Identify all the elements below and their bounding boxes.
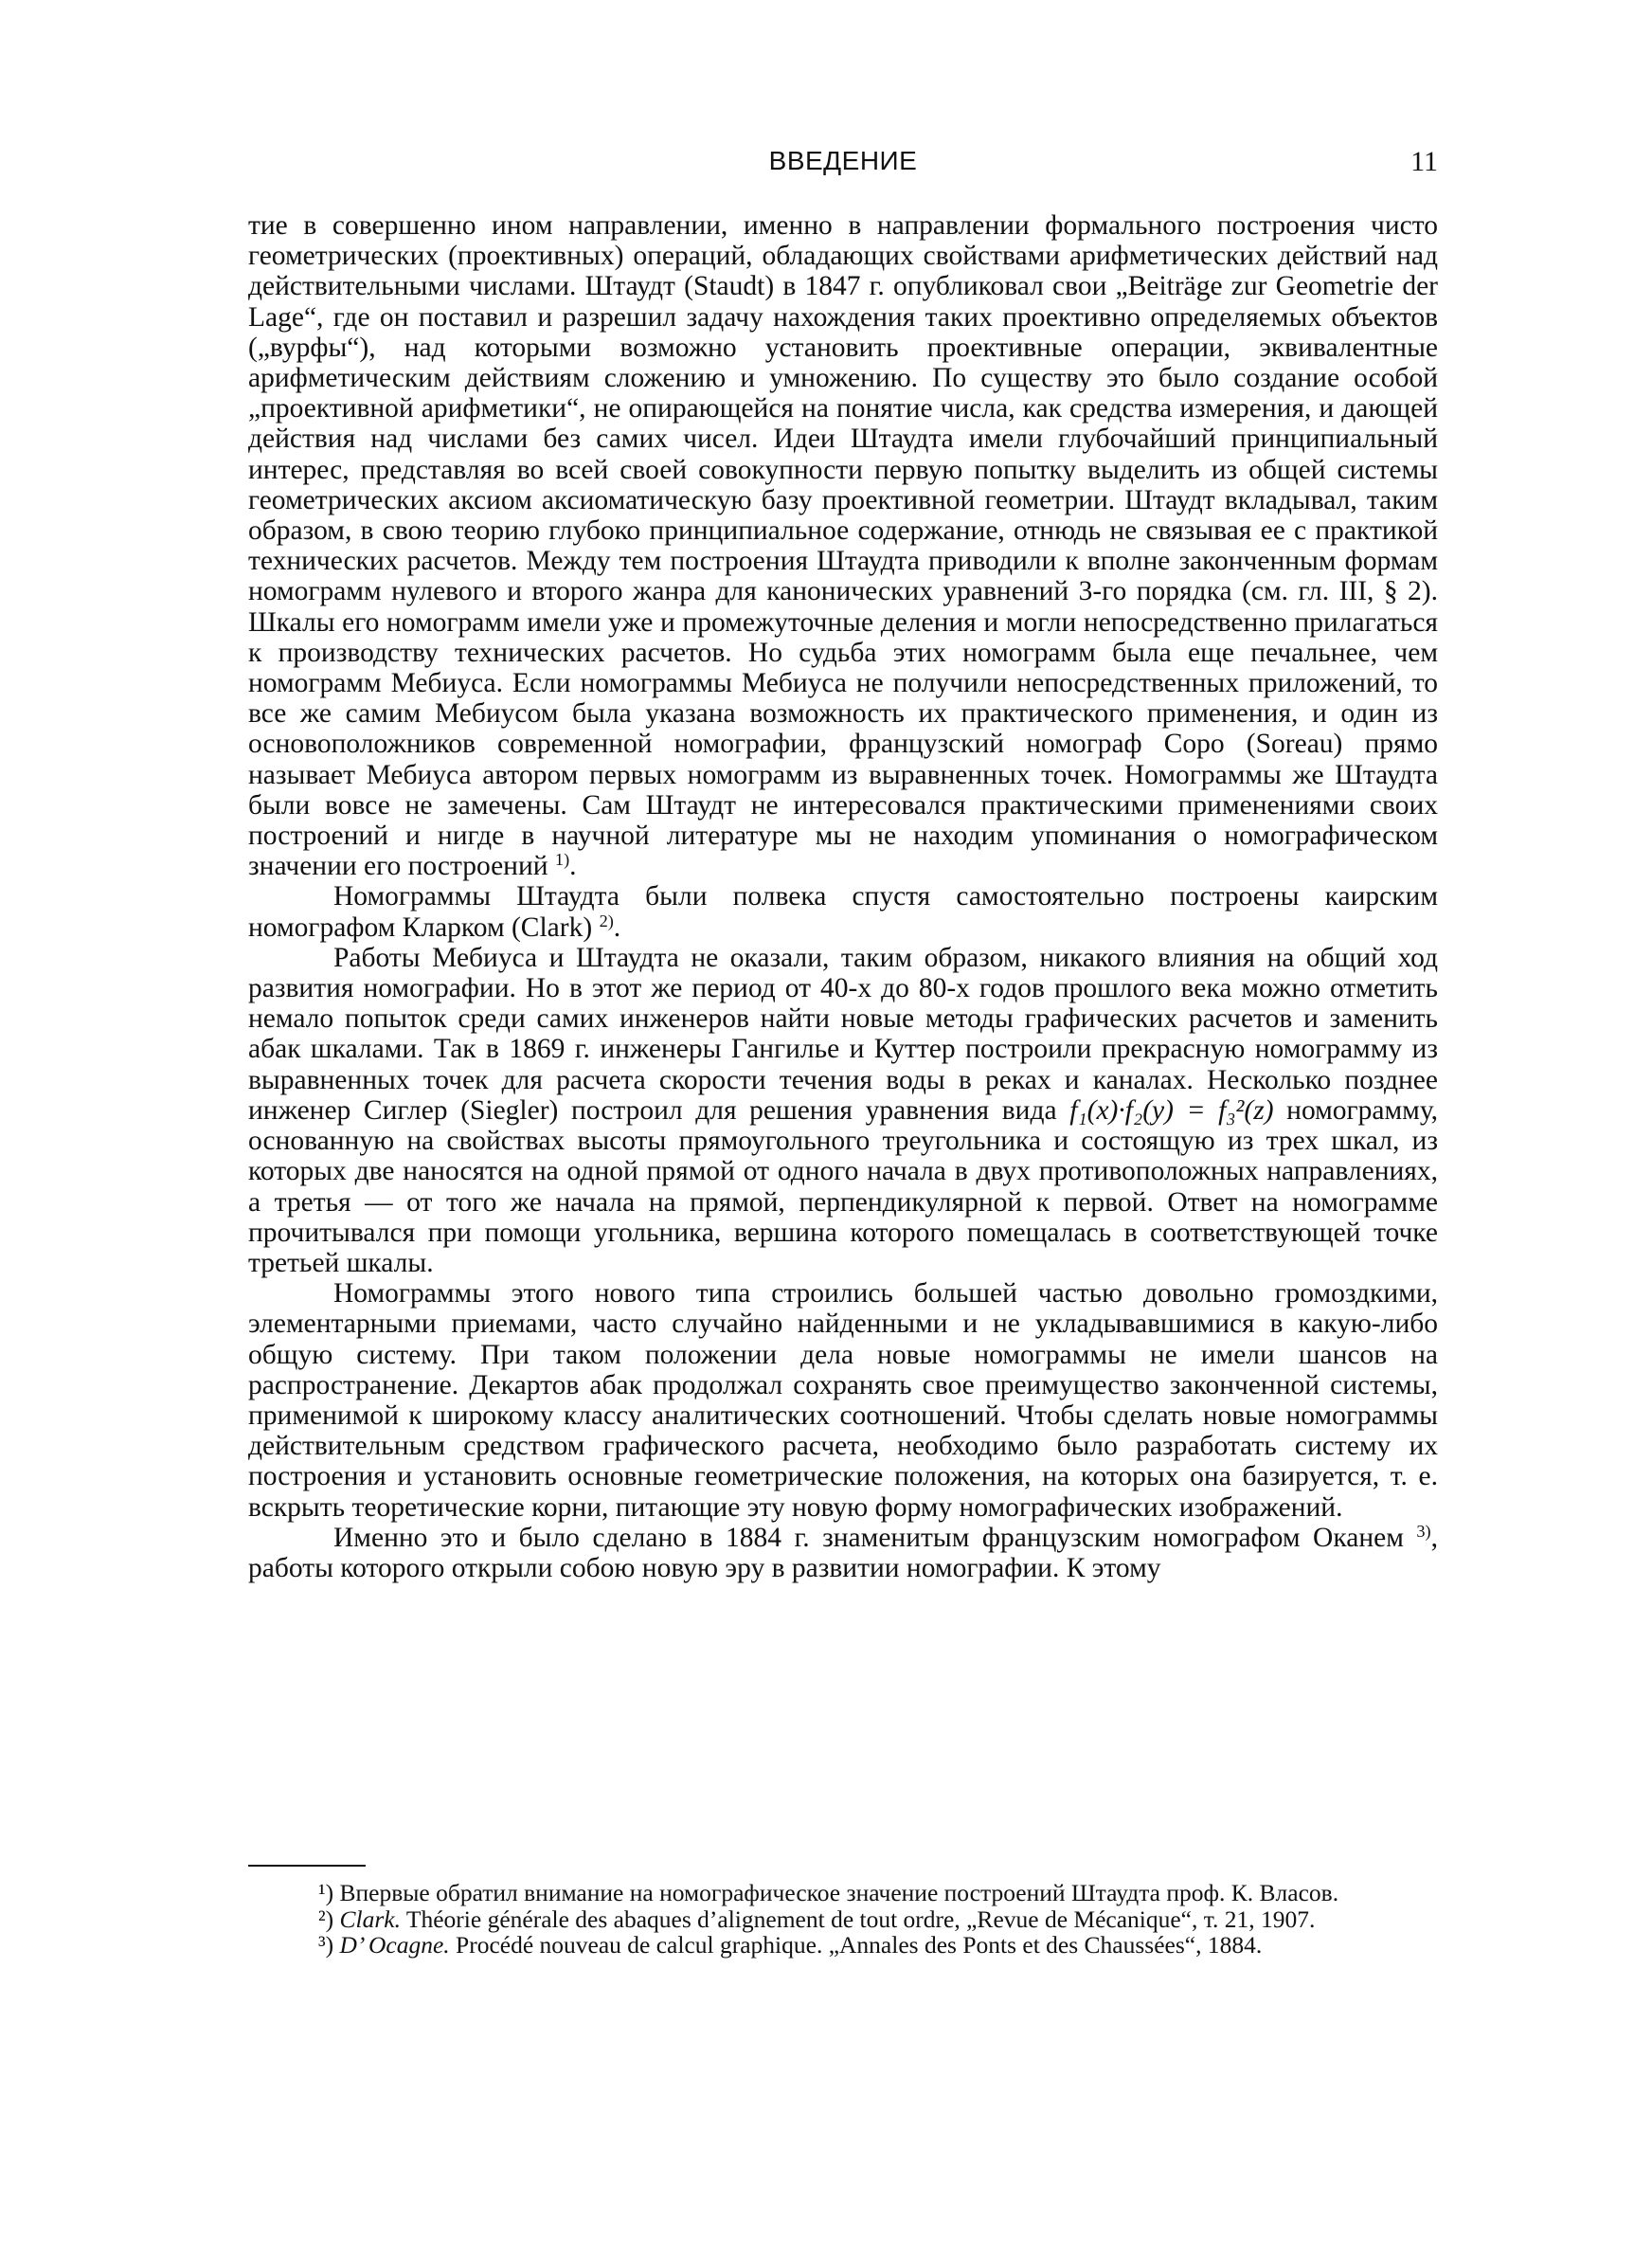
footnote-3	[248, 1932, 1438, 1959]
paragraph-4	[248, 1278, 1438, 1523]
paragraph-2	[248, 881, 1438, 942]
paragraph-1-end: .	[569, 851, 577, 882]
paragraph-3-text-b: номограмму, основанную на свойствах высоты прямоугольного треугольника и состоящую из трех шкал, из которых две наносятся на одной прямой от одного начала в двух противоположных направлениях, а третья — от того же начала на прямой, перпендикулярной к первой. Ответ на номограмме прочитывался при помощи угольника, вершина которого помещалась в соответствующей точке третьей шкалы.	[248, 1094, 1439, 1278]
paragraph-3-text-a: Работы Мебиуса и Штаудта не оказали, таким образом, никакого влияния на общий ход развития номографии. Но в этот же период от 40-х до 80-х годов прошлого века можно отметить немало попыток среди самих инженеров найти новые методы графических расчетов и заменить абак шкалами. Так в 1869 г. инженеры Гангилье и Куттер построили прекрасную номограмму из выравненных точек для расчета скорости течения воды в реках и каналах. Несколько позднее инженер Сиглер (Siegler) построил для решения уравнения вида	[248, 942, 1438, 1126]
footnote-text: Procédé nouveau de calcul graphique. „Annales des Ponts et des Chaussées“, 1884.	[456, 1931, 1263, 1959]
paragraph-2-text: Номограммы Штаудта были полвека спустя самостоятельно построены каирским номографом Кларком (Clark)	[248, 881, 1438, 943]
body-text	[248, 210, 1438, 1583]
paragraph-4-text: Номограммы этого нового типа строились большей частью довольно громоздкими, элементарными приемами, часто случайно найденными и не укладывавшимися в какую-либо общую систему. При таком положении дела новые номограммы не имели шансов на распространение. Декартов абак продолжал сохранять свое преимущество законченной системы, применимой к широкому классу аналитических соотношений. Чтобы сделать новые номограммы действительным средством графического расчета, необходимо было разработать систему их построения и установить основные геометрические положения, на которых она базируется, т. е. вскрыть теоретические корни, питающие эту новую форму номографических изображений.	[248, 1278, 1438, 1523]
paragraph-3	[248, 943, 1438, 1278]
footnote-ref-1: 1)	[554, 850, 570, 870]
running-head	[248, 140, 1438, 184]
footnote-author: Clark.	[339, 1905, 401, 1933]
footnote-2	[248, 1906, 1438, 1933]
footnote-ref-2: 2)	[599, 911, 614, 930]
paragraph-5-text-b: , работы которого открыли собою новую эру в развитии номографии. К этому	[248, 1522, 1438, 1583]
footnote-marker: ³)	[318, 1931, 334, 1959]
formula: f₁(x)·f₂(y) = f₃²(z)	[1069, 1094, 1274, 1126]
footnote-marker: ²)	[318, 1905, 334, 1933]
paragraph-2-end: .	[613, 912, 621, 943]
paragraph-1	[248, 210, 1438, 881]
running-title: ВВЕДЕНИЕ	[768, 146, 918, 175]
footnotes	[248, 1880, 1438, 1959]
paragraph-5	[248, 1523, 1438, 1583]
footnote-ref-3: 3)	[1416, 1521, 1431, 1541]
footnote-divider	[248, 1865, 366, 1867]
page-number: 11	[1410, 146, 1438, 177]
paragraph-5-text-a: Именно это и было сделано в 1884 г. знаменитым французским номографом Оканем	[333, 1522, 1404, 1553]
footnote-text: Впервые обратил внимание на номографическое значение построений Штаудта проф. К. Власов.	[339, 1879, 1339, 1906]
footnote-1	[248, 1880, 1438, 1906]
footnote-marker: ¹)	[318, 1879, 334, 1906]
paragraph-1-text: тие в совершенно ином направлении, именно в направлении формального построения чисто геометрических (проективных) операций, обладающих свойствами арифметических действий над действительными числами. Штаудт (Staudt) в 1847 г. опубликовал свои „Beiträge zur Geometrie der Lage“, где он поставил и разрешил задачу нахождения таких проективно определяемых объектов („вурфы“), над которыми возможно установить проективные операции, эквивалентные арифметическим действиям сложению и умножению. По существу это было создание особой „проективной арифметики“, не опирающейся на понятие числа, как средства измерения, и дающей действия над числами без самих чисел. Идеи Штаудта имели глубочайший принципиальный интерес, представляя во всей своей совокупности первую попытку выделить из общей системы геометрических аксиом аксиоматическую базу проективной геометрии. Штаудт вкладывал, таким образом, в свою теорию глубоко принципиальное содержание, отнюдь не связывая ее с практикой технических расчетов. Между тем построения Штаудта приводили к вполне законченным формам номограмм нулевого и второго жанра для канонических уравнений 3-го порядка (см. гл. III, § 2). Шкалы его номограмм имели уже и промежуточные деления и могли непосредственно прилагаться к производству технических расчетов. Но судьба этих номограмм была еще печальнее, чем номограмм Мебиуса. Если номограммы Мебиуса не получили непосредственных приложений, то все же самим Мебиусом была указана возможность их практического применения, и один из основоположников современной номографии, французский номограф Соро (Soreau) прямо называет Мебиуса автором первых номограмм из выравненных точек. Номограммы же Штаудта были вовсе не замечены. Сам Штаудт не интересовался практическими применениями своих построений и нигде в научной литературе мы не находим упоминания о номографическом значении его построений	[248, 210, 1438, 882]
footnote-text: Théorie générale des abaques d’alignement de tout ordre, „Revue de Mécanique“, т. 21, 1907.	[405, 1905, 1316, 1933]
footnote-author: D’ Ocagne.	[339, 1931, 450, 1959]
